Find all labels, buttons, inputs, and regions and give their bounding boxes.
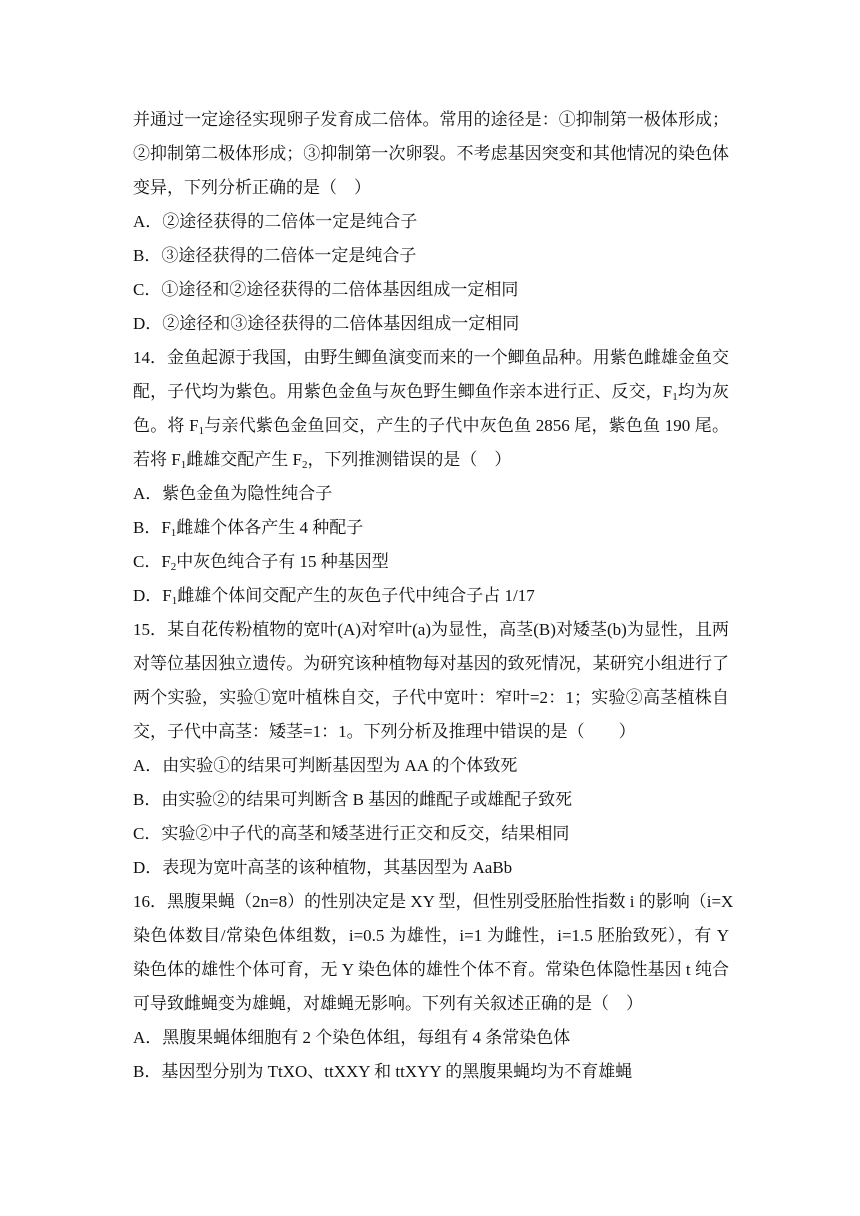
- text-run: 变异，下列分析正确的是（ ）: [133, 178, 371, 197]
- answer-option: [133, 477, 729, 511]
- question-stem-line: [133, 341, 729, 375]
- text-run: 雌雄个体间交配产生的灰色子代中纯合子占 1/17: [177, 586, 535, 605]
- question-stem-line: [133, 987, 729, 1021]
- text-run: A．黑腹果蝇体细胞有 2 个染色体组，每组有 4 条常染色体: [133, 1028, 571, 1047]
- question-stem-line: [133, 443, 729, 477]
- question: [133, 341, 729, 613]
- text-run: C．实验②中子代的高茎和矮茎进行正交和反交，结果相同: [133, 824, 570, 843]
- text-run: 交，子代中高茎：矮茎=1：1。下列分析及推理中错误的是（ ）: [133, 722, 636, 741]
- text-run: D．F: [133, 586, 172, 605]
- question-stem-line: [133, 375, 729, 409]
- text-run: 配，子代均为紫色。用紫色金鱼与灰色野生鲫鱼作亲本进行正、反交，F: [133, 382, 673, 401]
- question-stem-line: [133, 171, 729, 205]
- text-run: 若将 F: [133, 450, 181, 469]
- question-stem-line: [133, 885, 734, 919]
- text-run: ，下列推测错误的是（ ）: [307, 450, 512, 469]
- text-run: 染色体的雄性个体可育，无 Y 染色体的雄性个体不育。常染色体隐性基因 t 纯合: [133, 960, 729, 979]
- subscript: 2: [170, 561, 177, 573]
- subscript: 1: [180, 459, 187, 471]
- subscript: 1: [672, 391, 678, 403]
- text-run: 对等位基因独立遗传。为研究该种植物每对基因的致死情况，某研究小组进行了: [133, 654, 729, 673]
- question-stem-line: [133, 919, 729, 953]
- answer-option: [133, 1055, 729, 1089]
- question: [133, 613, 729, 885]
- text-run: 可导致雌蝇变为雄蝇，对雄蝇无影响。下列有关叙述正确的是（ ）: [133, 994, 643, 1013]
- text-run: D．表现为宽叶高茎的该种植物，其基因型为 AaBb: [133, 858, 513, 877]
- text-run: 15．某自花传粉植物的宽叶(A)对窄叶(a)为显性，高茎(B)对矮茎(b)为显性，且两: [133, 620, 729, 639]
- text-run: 两个实验，实验①宽叶植株自交，子代中宽叶：窄叶=2：1；实验②高茎植株自: [133, 688, 729, 707]
- answer-option: [133, 545, 729, 579]
- text-run: 雌雄交配产生 F: [186, 450, 302, 469]
- question-stem-line: [133, 681, 729, 715]
- answer-option: [133, 239, 729, 273]
- text-run: A．紫色金鱼为隐性纯合子: [133, 484, 333, 503]
- answer-option: [133, 307, 729, 341]
- question: [133, 103, 729, 341]
- answer-option: [133, 579, 729, 613]
- text-run: D．②途径和③途径获得的二倍体基因组成一定相同: [133, 314, 520, 333]
- question-stem-line: [133, 953, 729, 987]
- subscript: 1: [171, 595, 178, 607]
- question-stem-line: [133, 647, 729, 681]
- answer-option: [133, 851, 729, 885]
- subscript: 2: [301, 459, 308, 471]
- question-stem-line: [133, 409, 729, 443]
- text-run: C．①途径和②途径获得的二倍体基因组成一定相同: [133, 280, 519, 299]
- text-run: B．F: [133, 518, 171, 537]
- text-run: B．由实验②的结果可判断含 B 基因的雌配子或雄配子致死: [133, 790, 573, 809]
- question-stem-line: [133, 613, 729, 647]
- text-run: A．②途径获得的二倍体一定是纯合子: [133, 212, 418, 231]
- answer-option: [133, 1021, 729, 1055]
- question-stem-line: [133, 103, 729, 137]
- text-run: ②抑制第二极体形成；③抑制第一次卵裂。不考虑基因突变和其他情况的染色体: [133, 144, 729, 163]
- subscript: 1: [170, 527, 177, 539]
- text-run: B．基因型分别为 TtXO、ttXXY 和 ttXYY 的黑腹果蝇均为不育雄蝇: [133, 1062, 633, 1081]
- answer-option: [133, 205, 729, 239]
- text-run: 均为灰: [677, 382, 729, 401]
- answer-option: [133, 783, 729, 817]
- answer-option: [133, 749, 729, 783]
- text-run: B．③途径获得的二倍体一定是纯合子: [133, 246, 417, 265]
- exam-questions: [133, 103, 734, 1089]
- answer-option: [133, 273, 729, 307]
- text-run: 色。将 F: [133, 416, 199, 435]
- text-run: 染色体数目/常染色体组数，i=0.5 为雄性，i=1 为雌性，i=1.5 胚胎致死），有 Y: [133, 926, 729, 945]
- answer-option: [133, 511, 729, 545]
- question-stem-line: [133, 137, 729, 171]
- text-run: 中灰色纯合子有 15 种基因型: [176, 552, 389, 571]
- text-run: A．由实验①的结果可判断基因型为 AA 的个体致死: [133, 756, 518, 775]
- text-run: C．F: [133, 552, 171, 571]
- subscript: 1: [198, 425, 205, 437]
- text-run: 14．金鱼起源于我国，由野生鲫鱼演变而来的一个鲫鱼品种。用紫色雌雄金鱼交: [133, 348, 729, 367]
- text-run: 16．黑腹果蝇（2n=8）的性别决定是 XY 型，但性别受胚胎性指数 i 的影响（i=X: [133, 892, 734, 911]
- answer-option: [133, 817, 729, 851]
- question: [133, 885, 734, 1089]
- text-run: 雌雄个体各产生 4 种配子: [176, 518, 364, 537]
- text-run: 与亲代紫色金鱼回交，产生的子代中灰色鱼 2856 尾，紫色鱼 190 尾。: [204, 416, 729, 435]
- text-run: 并通过一定途径实现卵子发育成二倍体。常用的途径是：①抑制第一极体形成；: [133, 110, 729, 129]
- question-stem-line: [133, 715, 729, 749]
